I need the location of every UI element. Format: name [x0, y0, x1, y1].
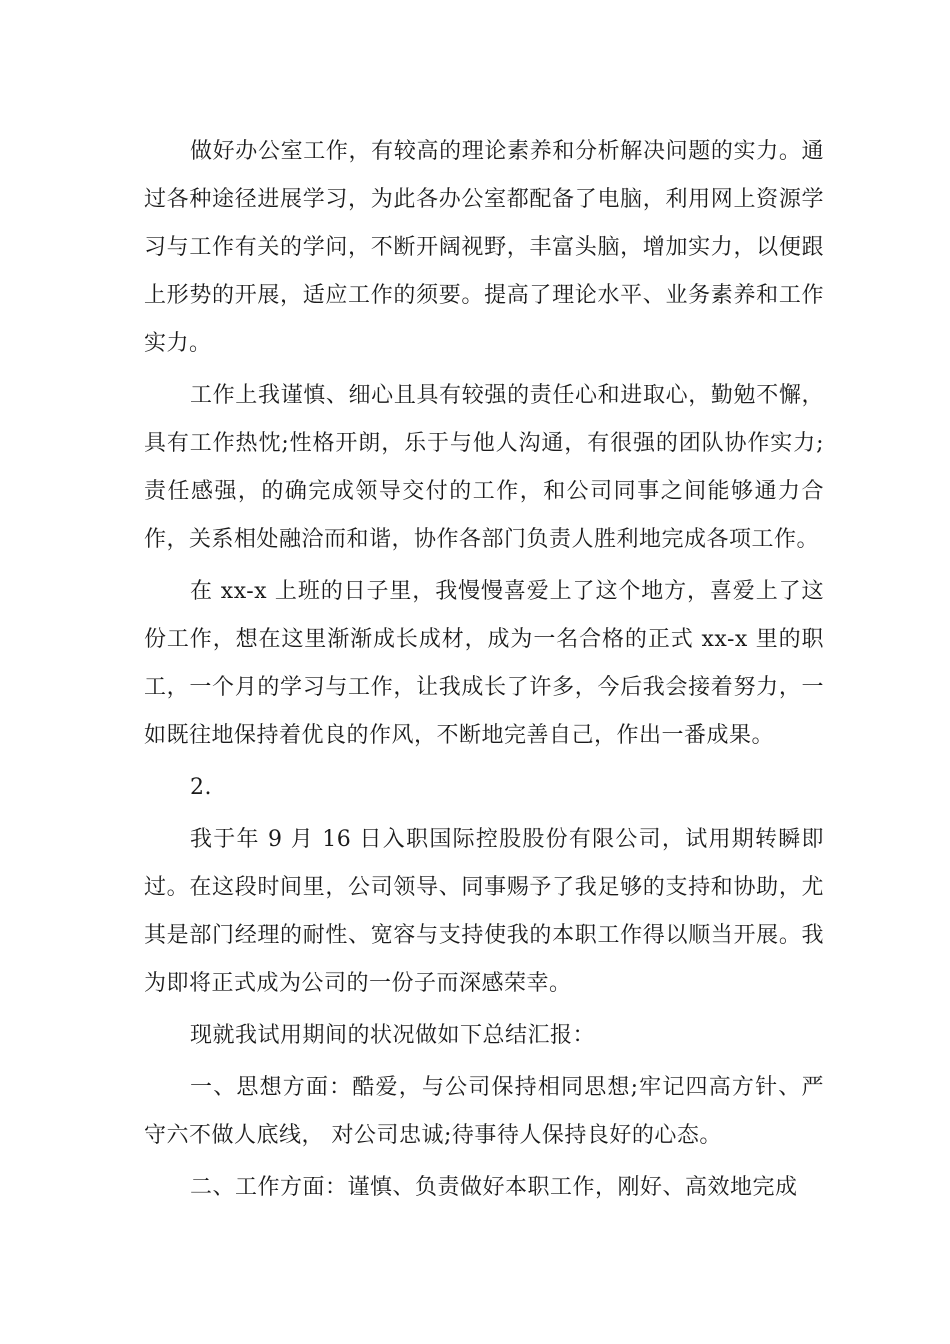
document-body — [144, 128, 824, 1216]
paragraph-summary-intro: 现就我试用期间的状况做如下总结汇报： — [190, 1023, 596, 1048]
paragraph-office-work: 做好办公室工作，有较高的理论素养和分析解决问题的实力。通过各种途径进展学习，为此各办公室都配备了电脑，利用网上资源学习与工作有关的学问，不断开阔视野，丰富头脑，增加实力，以便跟上形势的开展，适应工作的须要。提高了理论水平、业务素养和工作实力。 — [144, 139, 824, 356]
paragraph-thought-aspect: 一、思想方面：酷爱，与公司保持相同思想;牢记四高方针、严守六不做人底线， 对公司忠诚;待事待人保持良好的心态。 — [144, 1075, 824, 1148]
paragraph-growth: 在 xx-x 上班的日子里，我慢慢喜爱上了这个地方，喜爱上了这份工作，想在这里渐渐成长成材，成为一名合格的正式 xx-x 里的职工，一个月的学习与工作，让我成长了许多，今后我会接着努力，一如既往地保持着优良的作风，不断地完善自己，作出一番成果。 — [144, 579, 824, 748]
paragraph-work-aspect: 二、工作方面：谨慎、负责做好本职工作，刚好、高效地完成 — [190, 1175, 798, 1200]
paragraph-work-attitude: 工作上我谨慎、细心且具有较强的责任心和进取心，勤勉不懈，具有工作热忱;性格开朗，乐于与他人沟通，有很强的团队协作实力;责任感强，的确完成领导交付的工作，和公司同事之间能够通力合作，关系相处融洽而和谐，协作各部门负责人胜利地完成各项工作。 — [144, 383, 824, 552]
section-number: 2. — [190, 775, 212, 800]
paragraph-onboarding: 我于年 9 月 16 日入职国际控股股份有限公司，试用期转瞬即过。在这段时间里，公司领导、同事赐予了我足够的支持和协助，尤其是部门经理的耐性、宽容与支持使我的本职工作得以顺当开展。我为即将正式成为公司的一份子而深感荣幸。 — [144, 827, 824, 996]
